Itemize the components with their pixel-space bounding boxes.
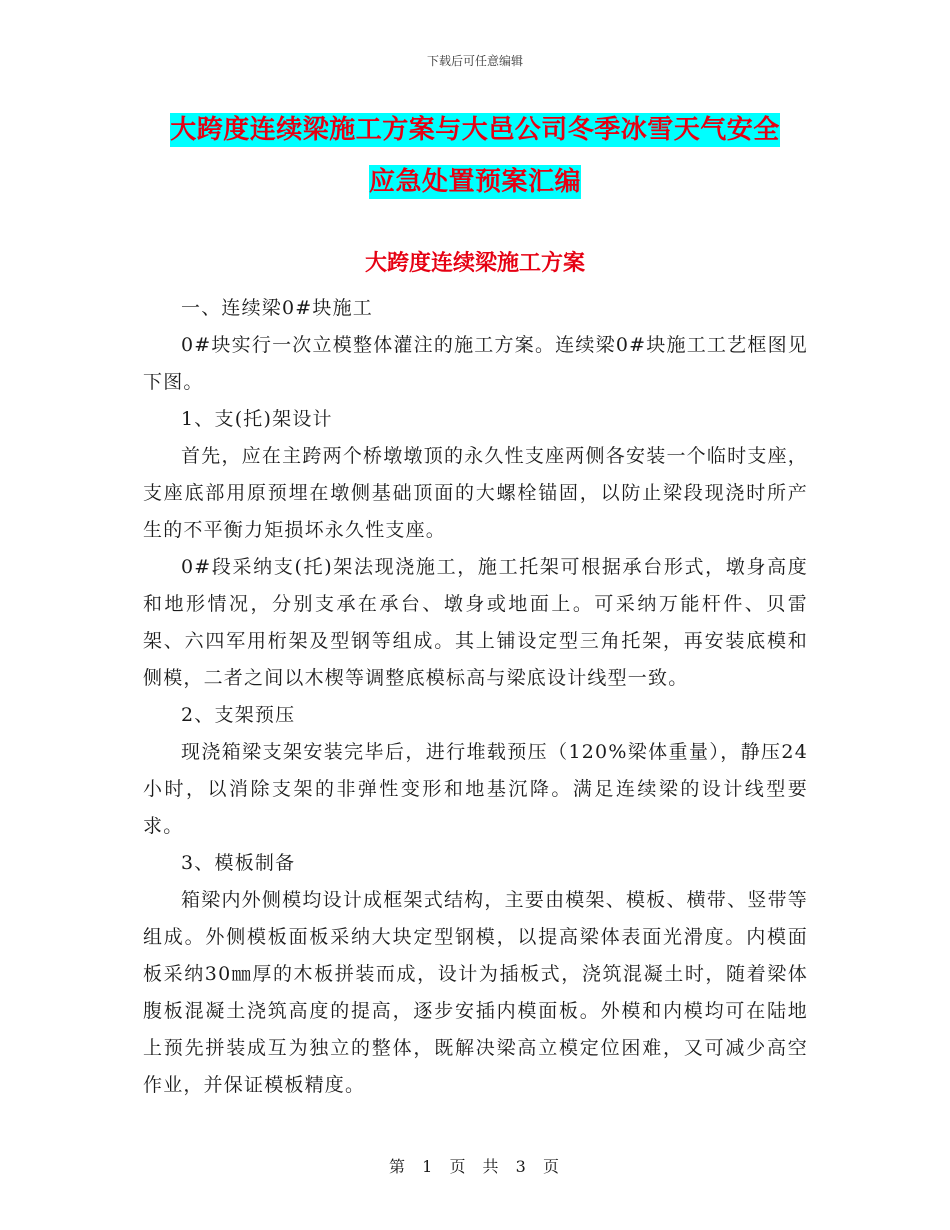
section-title: 大跨度连续梁施工方案 [364, 250, 585, 276]
footer-prefix: 第 [389, 1157, 408, 1176]
heading-0-block: 一、连续梁0#块施工 [181, 297, 374, 319]
footer-mid2: 共 [482, 1157, 501, 1176]
footer-suffix: 页 [542, 1157, 561, 1176]
heading-formwork: 3、模板制备 [181, 852, 296, 874]
page-total: 3 [515, 1157, 528, 1176]
footer-mid1: 页 [449, 1157, 468, 1176]
page-footer [0, 1154, 950, 1177]
document-title [0, 108, 950, 212]
heading-support-design: 1、支(托)架设计 [181, 408, 333, 430]
heading-preload: 2、支架预压 [181, 704, 296, 726]
title-line-1: 大跨度连续梁施工方案与大邑公司冬季冰雪天气安全 [170, 115, 780, 145]
paragraph: 0#块实行一次立模整体灌注的施工方案。连续梁0#块施工工艺框图见下图。 [143, 334, 808, 393]
title-line-2: 应急处置预案汇编 [368, 167, 581, 197]
header-note: 下载后可任意编辑 [426, 54, 523, 68]
paragraph: 箱梁内外侧模均设计成框架式结构，主要由模架、模板、横带、竖带等组成。外侧模板面板采纳大块定型钢模，以提高梁体表面光滑度。内模面板采纳30㎜厚的木板拼装而成，设计为插板式，浇筑混凝土时，随着梁体腹板混凝土浇筑高度的提高，逐步安插内模面板。外模和内模均可在陆地上预先拼装成互为独立的整体，既解决梁高立模定位困难，又可减少高空作业，并保证模板精度。 [143, 889, 808, 1096]
paragraph: 0#段采纳支(托)架法现浇施工，施工托架可根据承台形式，墩身高度和地形情况，分别支承在承台、墩身或地面上。可采纳万能杆件、贝雷架、六四军用桁架及型钢等组成。其上铺设定型三角托架，再安装底模和侧模，二者之间以木楔等调整底模标高与梁底设计线型一致。 [143, 556, 808, 689]
page-number: 1 [422, 1157, 435, 1176]
paragraph: 首先，应在主跨两个桥墩墩顶的永久性支座两侧各安装一个临时支座，支座底部用原预埋在墩侧基础顶面的大螺栓锚固，以防止梁段现浇时所产生的不平衡力矩损坏永久性支座。 [143, 445, 808, 541]
document-body [143, 290, 808, 1104]
paragraph: 现浇箱梁支架安装完毕后，进行堆载预压（120%梁体重量），静压24小时，以消除支架的非弹性变形和地基沉降。满足连续梁的设计线型要求。 [143, 741, 808, 837]
